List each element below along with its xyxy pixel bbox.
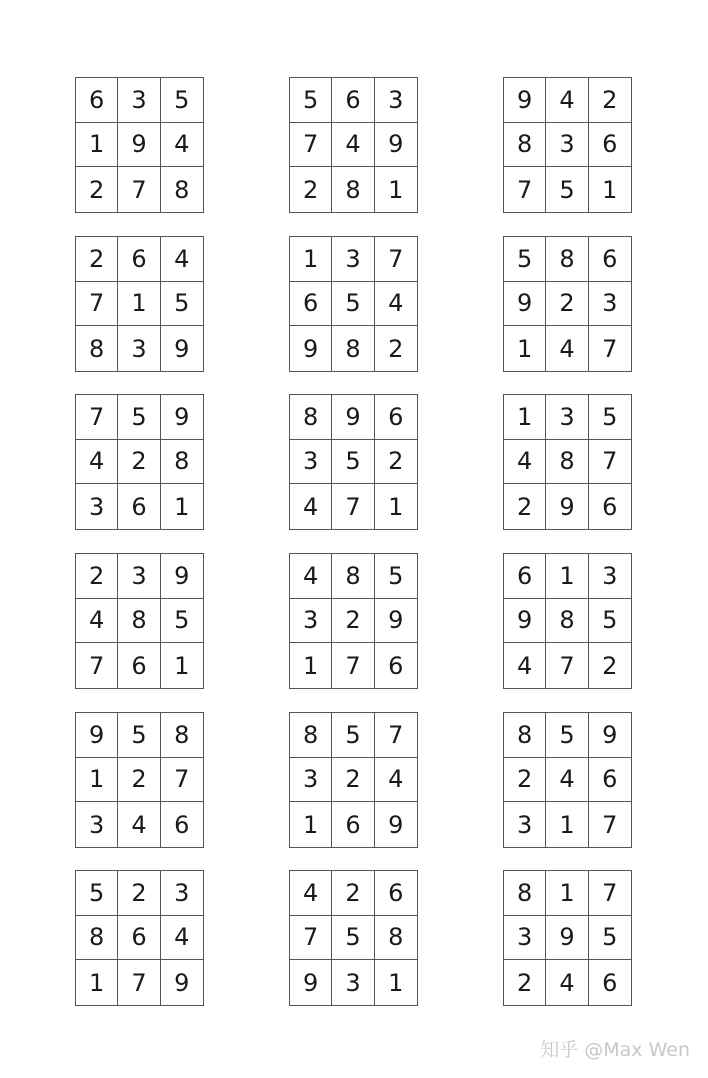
- number-grid: [289, 712, 418, 848]
- grid-cell: 3: [118, 326, 160, 371]
- grid-cell: 7: [118, 167, 160, 212]
- grid-cell: 1: [546, 554, 588, 599]
- grid-cell: 5: [332, 282, 374, 327]
- grid-cell: 1: [174, 492, 190, 521]
- grid-cell: 3: [546, 395, 588, 440]
- grid-cell: 2: [546, 282, 588, 327]
- grid-cell: 8: [546, 237, 588, 282]
- grid-cell: 3: [332, 960, 374, 1005]
- grid-cell: 4: [375, 282, 417, 327]
- grid-cell: 9: [504, 599, 546, 644]
- grid-cell: 8: [546, 440, 588, 485]
- grid-cell: 1: [174, 651, 190, 680]
- grid-cell: 7: [332, 484, 374, 529]
- grid-cell: 7: [602, 334, 618, 363]
- grid-cell: 1: [388, 492, 404, 521]
- grid-cell: 5: [118, 395, 160, 440]
- grid-cell: 9: [504, 282, 546, 327]
- grid-cell: 4: [546, 758, 588, 803]
- grid-cell: 7: [290, 123, 332, 168]
- grid-cell: 2: [332, 871, 374, 916]
- grid-cell: 4: [546, 78, 588, 123]
- grid-cell: 7: [375, 237, 417, 282]
- grid-cell: 2: [290, 167, 332, 212]
- grid-cell: 6: [290, 282, 332, 327]
- number-grid: [503, 553, 632, 689]
- grid-cell: 8: [504, 123, 546, 168]
- grid-cell: 2: [76, 237, 118, 282]
- grid-cell: 5: [161, 78, 203, 123]
- grid-cell: 8: [161, 440, 203, 485]
- grid-cell: 9: [375, 599, 417, 644]
- grid-cell: 8: [504, 713, 546, 758]
- grid-cell: 2: [375, 440, 417, 485]
- grid-cell: 8: [332, 167, 374, 212]
- grid-cell: 2: [118, 871, 160, 916]
- grid-cell: 2: [332, 599, 374, 644]
- number-grid: [75, 712, 204, 848]
- number-grid: [289, 553, 418, 689]
- grid-cell: 2: [332, 758, 374, 803]
- grid-cell: 4: [161, 237, 203, 282]
- grid-cell: 6: [589, 758, 631, 803]
- number-grid: [289, 77, 418, 213]
- grid-cell: 6: [375, 395, 417, 440]
- grid-cell: 7: [76, 395, 118, 440]
- grid-cell: 9: [546, 916, 588, 961]
- grid-cell: 7: [602, 810, 618, 839]
- grid-cell: 1: [504, 395, 546, 440]
- grid-cell: 8: [290, 713, 332, 758]
- grid-cell: 7: [589, 440, 631, 485]
- grid-cell: 3: [332, 237, 374, 282]
- grid-cell: 2: [76, 554, 118, 599]
- grid-cell: 9: [589, 713, 631, 758]
- watermark-text: 知乎 @Max Wen: [540, 1039, 690, 1061]
- grid-cell: 2: [589, 78, 631, 123]
- grid-cell: 1: [388, 968, 404, 997]
- grid-cell: 1: [76, 758, 118, 803]
- number-grid: [289, 236, 418, 372]
- grid-cell: 1: [76, 123, 118, 168]
- grid-cell: 4: [76, 599, 118, 644]
- grid-cell: 5: [375, 554, 417, 599]
- grid-cell: 4: [161, 916, 203, 961]
- grid-cell: 5: [589, 599, 631, 644]
- grid-cell: 4: [76, 440, 118, 485]
- grid-cell: 6: [118, 237, 160, 282]
- grid-cell: 5: [589, 395, 631, 440]
- grid-cell: 5: [332, 713, 374, 758]
- grid-cell: 2: [504, 484, 546, 529]
- grid-cell: 7: [332, 643, 374, 688]
- grid-cell: 3: [118, 78, 160, 123]
- grid-cell: 1: [546, 802, 588, 847]
- grid-cell: 2: [504, 758, 546, 803]
- grid-cell: 7: [546, 643, 588, 688]
- grid-cell: 9: [174, 968, 190, 997]
- number-grid: [503, 394, 632, 530]
- number-grid: [503, 712, 632, 848]
- grid-cell: 3: [546, 123, 588, 168]
- grid-cell: 5: [118, 713, 160, 758]
- grid-cell: 1: [504, 326, 546, 371]
- grid-cell: 6: [589, 123, 631, 168]
- grid-cell: 4: [290, 871, 332, 916]
- grid-cell: 6: [332, 802, 374, 847]
- grid-cell: 8: [546, 599, 588, 644]
- grid-cell: 5: [161, 282, 203, 327]
- grid-cell: 4: [546, 326, 588, 371]
- grid-cell: 9: [76, 713, 118, 758]
- grid-cell: 7: [589, 871, 631, 916]
- grid-cell: 7: [375, 713, 417, 758]
- grid-cell: 3: [589, 282, 631, 327]
- grid-cell: 7: [76, 282, 118, 327]
- grid-cell: 6: [76, 78, 118, 123]
- number-grid: [503, 77, 632, 213]
- grid-cell: 8: [76, 326, 118, 371]
- number-grid: [503, 236, 632, 372]
- grid-cell: 9: [546, 484, 588, 529]
- grid-cell: 5: [589, 916, 631, 961]
- grid-cell: 8: [161, 713, 203, 758]
- grid-cell: 2: [118, 440, 160, 485]
- grid-cell: 3: [589, 554, 631, 599]
- grid-cell: 1: [290, 237, 332, 282]
- grid-cell: 9: [161, 554, 203, 599]
- grid-cell: 9: [375, 123, 417, 168]
- grid-cell: 8: [332, 554, 374, 599]
- grid-cell: 9: [174, 334, 190, 363]
- grid-cell: 8: [118, 599, 160, 644]
- grid-cell: 8: [332, 326, 374, 371]
- grid-cell: 5: [332, 916, 374, 961]
- grid-cell: 3: [504, 802, 546, 847]
- grid-cell: 8: [76, 916, 118, 961]
- grid-cell: 7: [504, 167, 546, 212]
- grid-cell: 9: [290, 326, 332, 371]
- grid-cell: 7: [118, 960, 160, 1005]
- grid-cell: 5: [76, 871, 118, 916]
- grid-cell: 2: [504, 960, 546, 1005]
- grid-cell: 6: [332, 78, 374, 123]
- grid-cell: 5: [546, 713, 588, 758]
- grid-cell: 6: [602, 492, 618, 521]
- grid-cell: 1: [546, 871, 588, 916]
- number-grid: [503, 870, 632, 1006]
- number-grid: [75, 394, 204, 530]
- grid-cell: 6: [174, 810, 190, 839]
- grid-cell: 4: [290, 554, 332, 599]
- grid-cell: 4: [118, 802, 160, 847]
- number-grid: [75, 553, 204, 689]
- grid-cell: 5: [290, 78, 332, 123]
- grid-cell: 7: [290, 916, 332, 961]
- grid-cell: 3: [118, 554, 160, 599]
- grid-cell: 4: [375, 758, 417, 803]
- grid-cell: 4: [290, 484, 332, 529]
- grid-cell: 1: [76, 960, 118, 1005]
- grid-cell: 5: [546, 167, 588, 212]
- number-grid: [289, 870, 418, 1006]
- grid-cell: 1: [602, 175, 618, 204]
- grid-cell: 4: [546, 960, 588, 1005]
- grid-cell: 9: [290, 960, 332, 1005]
- grid-cell: 3: [290, 758, 332, 803]
- grid-cell: 7: [161, 758, 203, 803]
- grid-cell: 8: [504, 871, 546, 916]
- grid-cell: 4: [504, 440, 546, 485]
- grid-cell: 6: [589, 237, 631, 282]
- grid-cell: 8: [290, 395, 332, 440]
- grid-cell: 6: [118, 643, 160, 688]
- grid-cell: 5: [332, 440, 374, 485]
- number-grid: [75, 236, 204, 372]
- grid-cell: 9: [332, 395, 374, 440]
- grid-cell: 1: [290, 802, 332, 847]
- grid-cell: 6: [375, 871, 417, 916]
- grid-cell: 5: [504, 237, 546, 282]
- grid-cell: 3: [375, 78, 417, 123]
- grid-cell: 2: [76, 167, 118, 212]
- grid-cell: 9: [504, 78, 546, 123]
- grid-cell: 6: [602, 968, 618, 997]
- grid-cell: 3: [290, 440, 332, 485]
- grid-cell: 6: [118, 916, 160, 961]
- grid-cell: 2: [602, 651, 618, 680]
- grid-cell: 4: [504, 643, 546, 688]
- grid-cell: 4: [161, 123, 203, 168]
- grid-cell: 3: [76, 802, 118, 847]
- grid-cell: 1: [290, 643, 332, 688]
- grid-cell: 9: [118, 123, 160, 168]
- grid-cell: 2: [388, 334, 404, 363]
- grid-cell: 2: [118, 758, 160, 803]
- grid-cell: 8: [375, 916, 417, 961]
- grid-cell: 6: [388, 651, 404, 680]
- number-grid: [289, 394, 418, 530]
- grid-cell: 3: [290, 599, 332, 644]
- grid-cell: 9: [388, 810, 404, 839]
- grid-cell: 3: [76, 484, 118, 529]
- grid-cell: 6: [504, 554, 546, 599]
- grid-cell: 9: [161, 395, 203, 440]
- grid-cell: 5: [161, 599, 203, 644]
- grid-cell: 3: [161, 871, 203, 916]
- grid-cell: 8: [174, 175, 190, 204]
- number-grid: [75, 77, 204, 213]
- grid-cell: 1: [388, 175, 404, 204]
- grid-cell: 3: [504, 916, 546, 961]
- grid-cell: 4: [332, 123, 374, 168]
- number-grid: [75, 870, 204, 1006]
- grid-cell: 7: [76, 643, 118, 688]
- grid-cell: 1: [118, 282, 160, 327]
- grid-cell: 6: [118, 484, 160, 529]
